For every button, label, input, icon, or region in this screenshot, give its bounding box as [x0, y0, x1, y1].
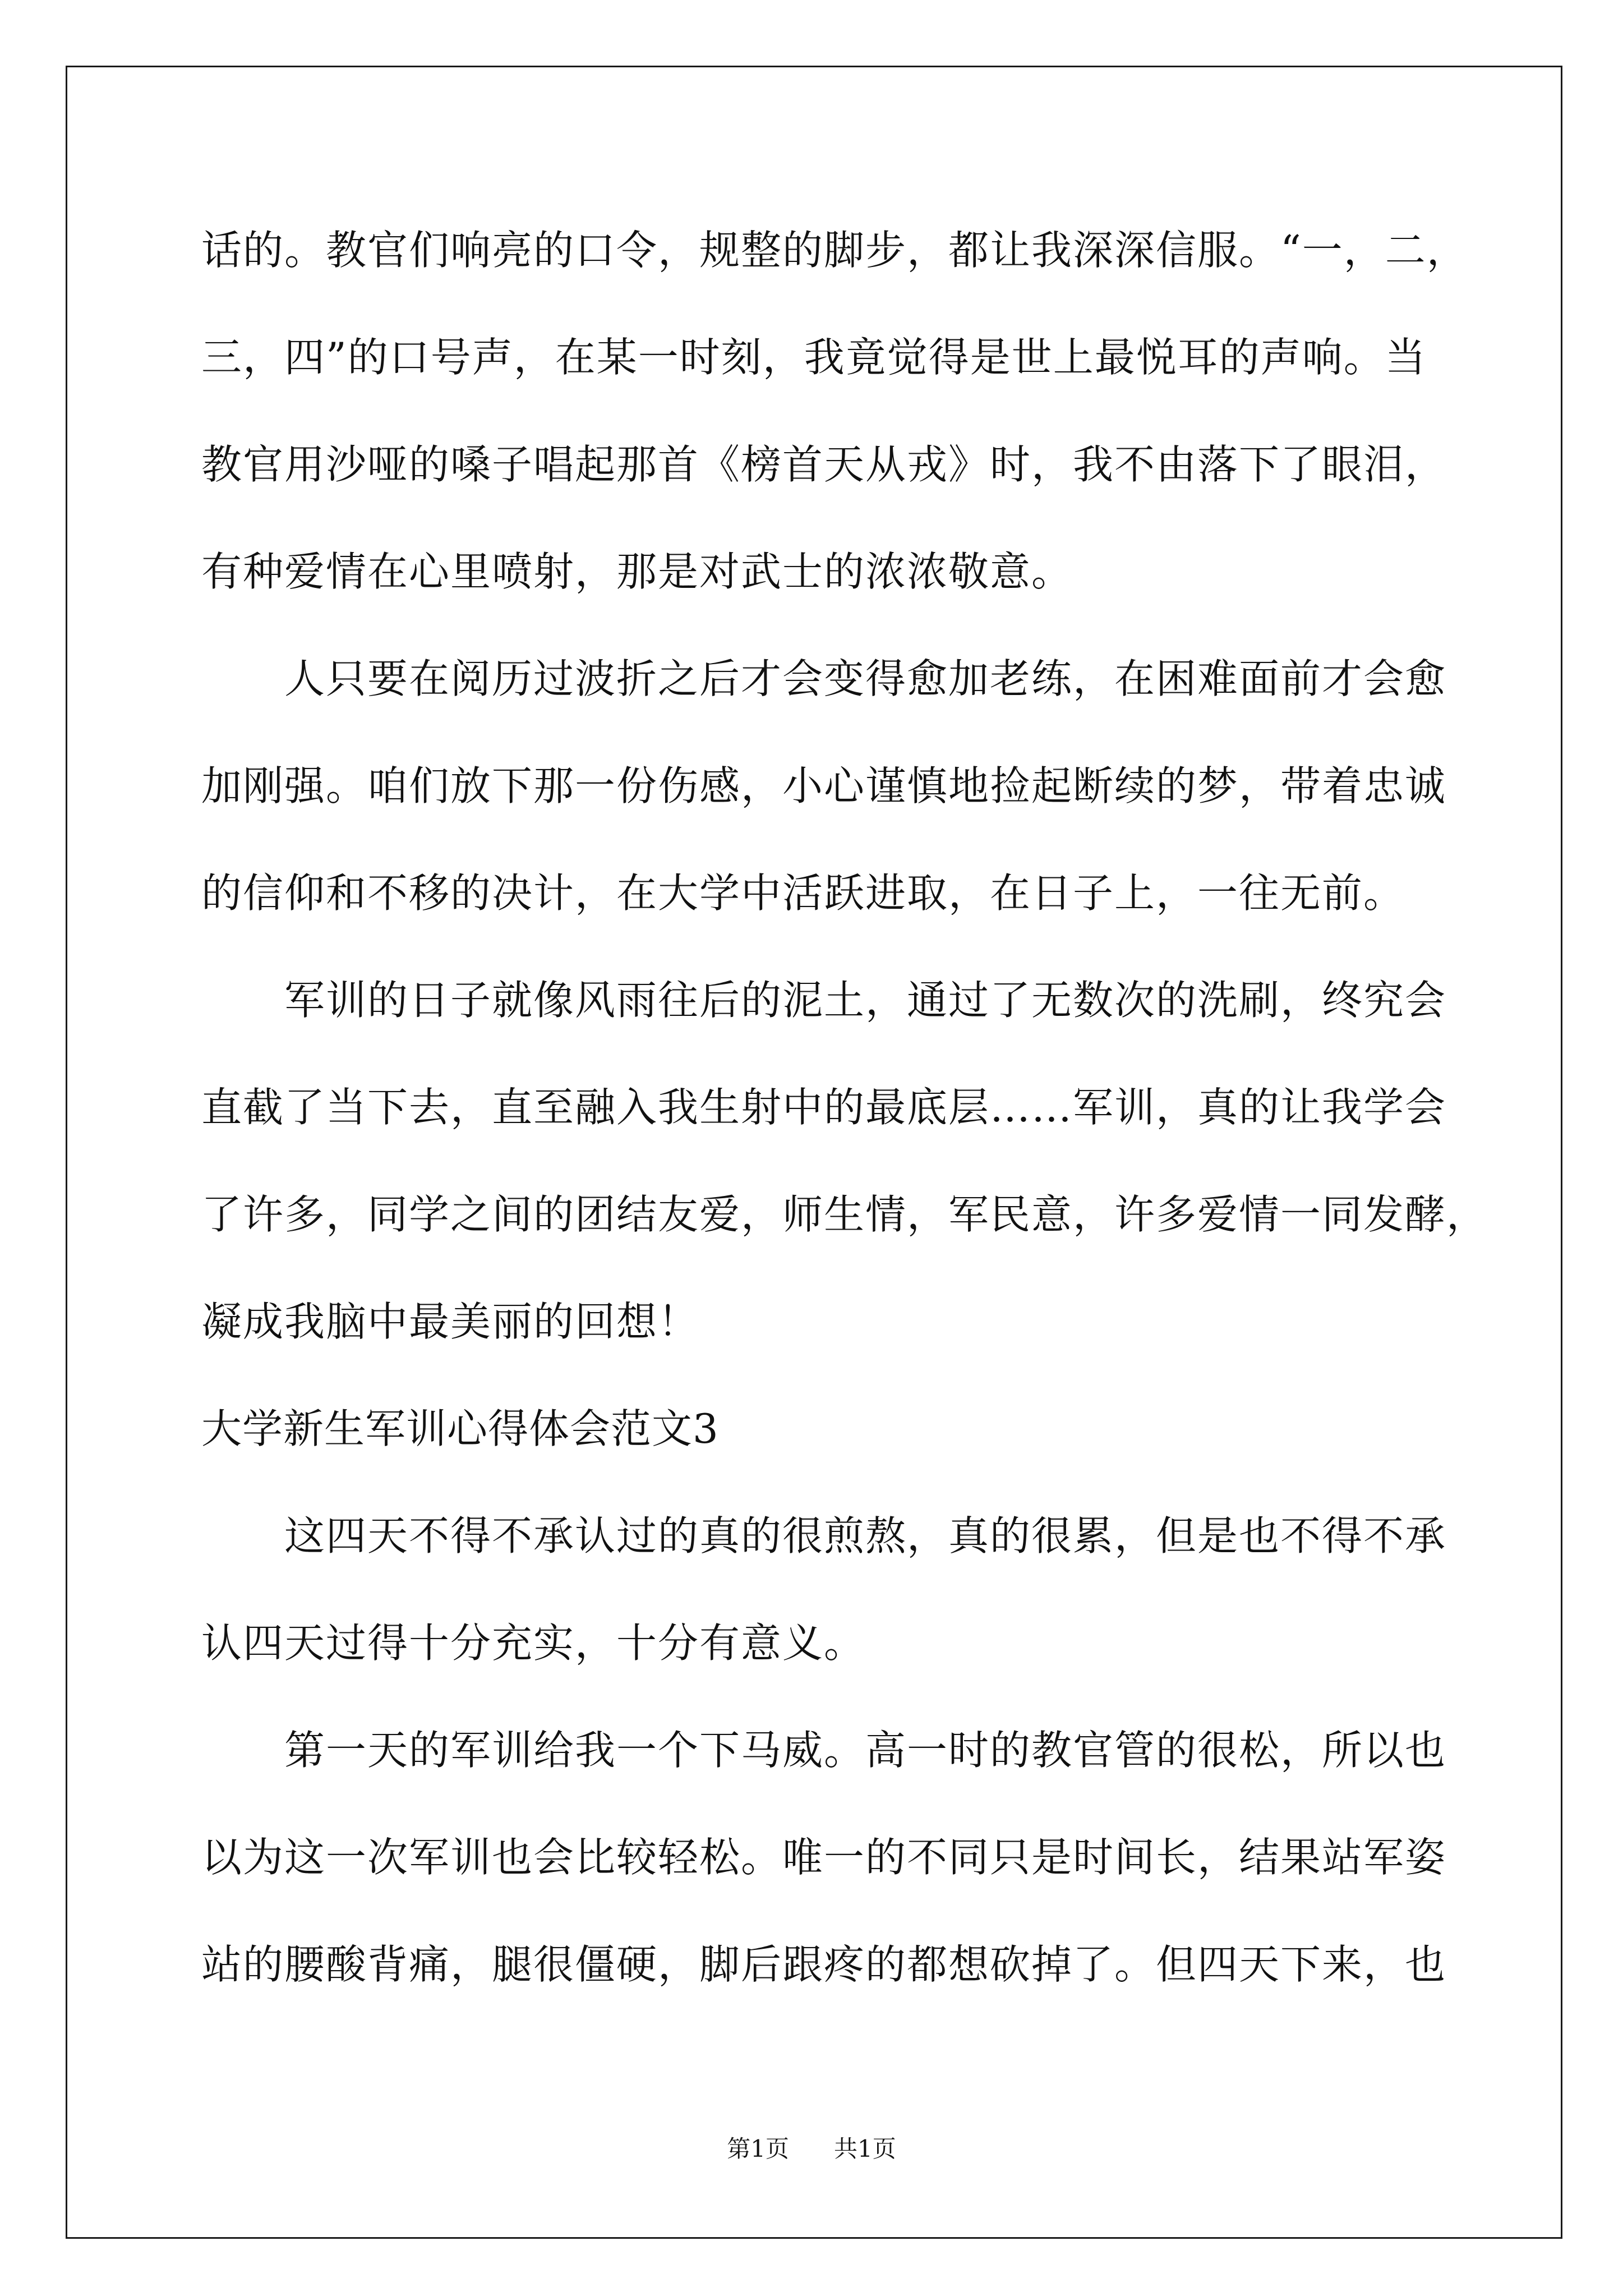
text-line: 认四天过得十分充实，十分有意义。 [201, 1619, 866, 1667]
text-line: 凝成我脑中最美丽的回想！ [201, 1298, 700, 1345]
text-line: 三，四”的口号声，在某一时刻，我竟觉得是世上最悦耳的声响。当 [201, 334, 1427, 381]
text-line: 人只要在阅历过波折之后才会变得愈加老练，在困难面前才会愈 [284, 655, 1447, 702]
page-number-label: 第1页 [727, 2135, 789, 2162]
text-line: 以为这一次军训也会比较轻松。唯一的不同只是时间长，结果站军姿 [201, 1834, 1447, 1881]
text-line: 有种爱情在心里喷射，那是对武士的浓浓敬意。 [201, 548, 1073, 595]
page-total-label: 共1页 [834, 2135, 896, 2162]
text-line: 教官用沙哑的嗓子唱起那首《榜首天从戎》时，我不由落下了眼泪， [201, 441, 1447, 488]
text-line: 军训的日子就像风雨往后的泥土，通过了无数次的洗刷，终究会 [284, 977, 1447, 1024]
paragraph [201, 947, 1536, 1375]
section-heading: 大学新生军训心得体会范文3 [201, 1405, 719, 1452]
text-line: 了许多，同学之间的团结友爱，师生情，军民意，许多爱情一同发酵， [201, 1191, 1488, 1238]
paragraph [201, 625, 1536, 947]
text-line: 话的。教官们响亮的口令，规整的脚步，都让我深深信服。“一，二， [201, 227, 1468, 274]
page-footer [0, 2135, 1623, 2163]
text-line: 的信仰和不移的决计，在大学中活跃进取，在日子上，一往无前。 [201, 869, 1405, 917]
text-line: 这四天不得不承认过的真的很煎熬，真的很累，但是也不得不承 [284, 1512, 1447, 1559]
document-body [201, 197, 1536, 2018]
paragraph [201, 1697, 1536, 2018]
paragraph [201, 1483, 1536, 1697]
text-line: 加刚强。咱们放下那一份伤感，小心谨慎地捡起断续的梦，带着忠诚 [201, 762, 1447, 809]
text-line: 第一天的军训给我一个下马威。高一时的教官管的很松，所以也 [284, 1727, 1447, 1774]
text-line: 站的腰酸背痛，腿很僵硬，脚后跟疼的都想砍掉了。但四天下来，也 [201, 1941, 1447, 1988]
paragraph [201, 197, 1536, 625]
text-line: 直截了当下去，直至融入我生射中的最底层……军训，真的让我学会 [201, 1084, 1447, 1131]
